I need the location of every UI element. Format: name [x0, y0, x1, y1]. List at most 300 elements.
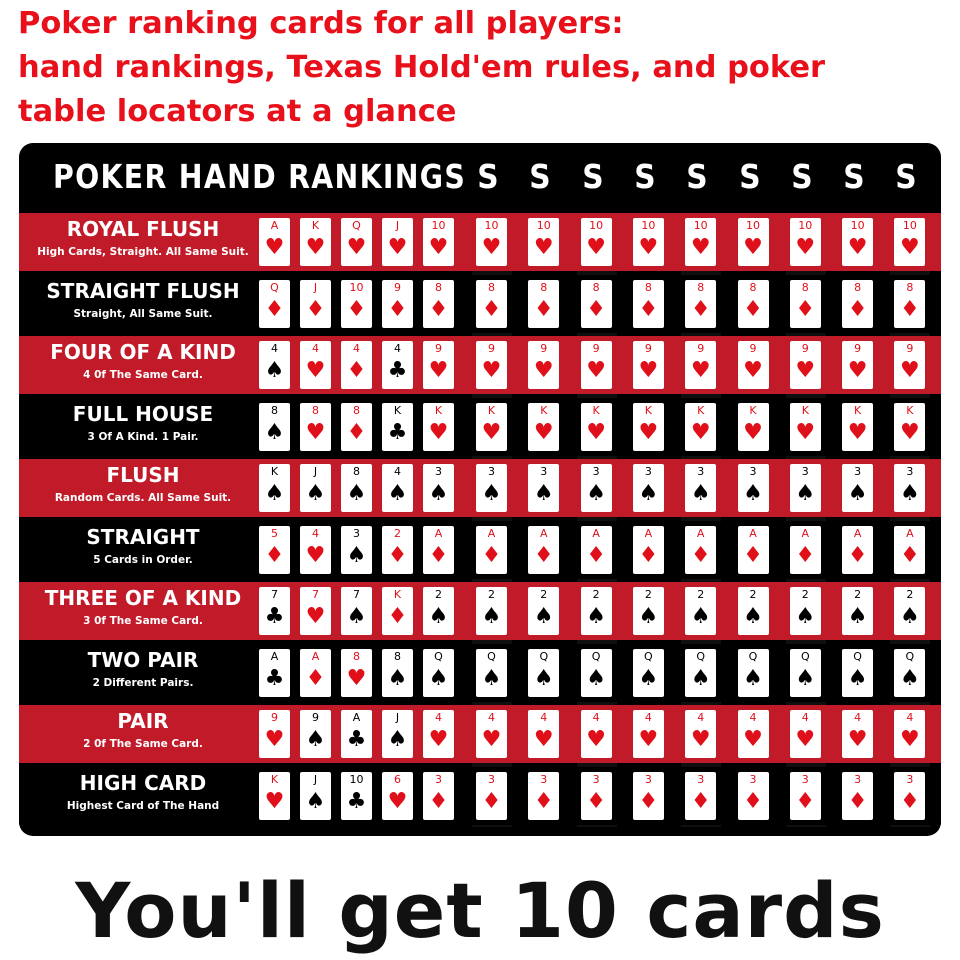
card-rank: A [906, 526, 914, 540]
card-rank: 2 [488, 588, 495, 601]
heart-suit-icon: ♥ [743, 419, 763, 445]
card-rank: 4 [540, 711, 548, 724]
playing-card [894, 526, 925, 574]
card-rank: A [487, 526, 496, 540]
card-rank: 10 [746, 219, 760, 232]
playing-card [423, 403, 454, 451]
card-rank: 3 [906, 772, 914, 786]
playing-card [790, 341, 821, 389]
playing-card [300, 280, 331, 328]
heart-suit-icon: ♥ [305, 419, 326, 445]
hand-name: PAIR [117, 709, 169, 733]
spade-suit-icon: ♠ [690, 604, 711, 629]
playing-card [528, 280, 559, 328]
club-suit-icon: ♣ [346, 727, 367, 752]
board-title: POKER HAND RANKINGS [53, 157, 467, 196]
card-rank: 2 [801, 588, 809, 601]
card-rank: 8 [394, 649, 401, 663]
playing-card [842, 649, 873, 697]
playing-card [633, 772, 664, 820]
playing-card [685, 772, 716, 820]
card-rank: 10 [693, 219, 708, 232]
card-rank: A [644, 526, 653, 540]
heart-suit-icon: ♥ [428, 419, 449, 445]
playing-card [476, 587, 507, 635]
playing-card [581, 280, 612, 328]
playing-card [476, 710, 507, 758]
playing-card [790, 403, 821, 451]
card-rank: 6 [394, 772, 401, 786]
card-rank: 9 [540, 342, 548, 355]
card-rank: 2 [394, 526, 401, 540]
playing-card [581, 526, 612, 574]
playing-card [842, 218, 873, 266]
card-rank: K [644, 403, 652, 417]
seat-marker: S [477, 157, 499, 196]
playing-card [738, 341, 769, 389]
diamond-suit-icon: ♦ [481, 542, 502, 568]
playing-card [738, 649, 769, 697]
card-rank: 2 [540, 588, 548, 601]
card-rank: 4 [312, 342, 319, 355]
card-rank: 2 [644, 588, 652, 601]
card-rank: K [697, 403, 705, 417]
heart-suit-icon: ♥ [638, 358, 659, 383]
card-rank: 9 [906, 342, 914, 355]
playing-card [581, 464, 612, 512]
playing-card [633, 587, 664, 635]
playing-card [476, 280, 507, 328]
playing-card [894, 218, 925, 266]
playing-card [842, 341, 873, 389]
playing-card [476, 649, 507, 697]
playing-card [259, 280, 290, 328]
card-rank: 10 [349, 280, 364, 294]
card-rank: Q [696, 649, 706, 663]
card-rank: 10 [902, 219, 917, 232]
heart-suit-icon: ♥ [743, 727, 763, 752]
spade-suit-icon: ♠ [305, 481, 326, 506]
card-rank: 4 [644, 711, 652, 724]
card-rank: K [434, 403, 443, 417]
card-rank: 10 [641, 219, 656, 232]
playing-card [528, 403, 559, 451]
spade-suit-icon: ♠ [586, 665, 606, 691]
card-rank: 3 [488, 465, 495, 478]
card-rank: 8 [271, 403, 278, 417]
diamond-suit-icon: ♦ [264, 542, 285, 568]
spade-suit-icon: ♠ [638, 481, 659, 506]
headline-line-3: table locators at a glance [18, 94, 457, 129]
card-rank: 10 [589, 219, 604, 232]
card-rank: 9 [312, 711, 319, 724]
card-rank: 3 [801, 772, 809, 786]
card-rank: 9 [644, 342, 652, 355]
playing-card [300, 772, 331, 820]
playing-card [581, 403, 612, 451]
card-rank: K [906, 403, 914, 417]
card-rank: 10 [349, 772, 364, 786]
playing-card [894, 710, 925, 758]
hand-name: STRAIGHT FLUSH [46, 278, 240, 303]
card-rank: 8 [540, 280, 548, 294]
spade-suit-icon: ♠ [305, 727, 326, 752]
card-rank: A [540, 526, 548, 540]
playing-card [528, 710, 559, 758]
card-rank: 4 [488, 711, 495, 724]
card-rank: K [311, 219, 320, 232]
spade-suit-icon: ♠ [900, 604, 920, 629]
heart-suit-icon: ♥ [481, 419, 502, 445]
spade-suit-icon: ♠ [533, 604, 554, 629]
playing-card [300, 218, 331, 266]
headline-line-2: hand rankings, Texas Hold'em rules, and poker [18, 50, 826, 85]
seat-marker: S [581, 157, 604, 196]
playing-card [894, 649, 925, 697]
club-suit-icon: ♣ [264, 604, 285, 629]
spade-suit-icon: ♠ [387, 481, 408, 506]
playing-card [894, 280, 925, 328]
card-rank: K [270, 772, 279, 786]
playing-card [894, 772, 925, 820]
playing-card [341, 587, 372, 635]
playing-card [476, 341, 507, 389]
playing-card [581, 341, 612, 389]
hand-description: 2 Different Pairs. [92, 676, 194, 689]
diamond-suit-icon: ♦ [481, 296, 502, 322]
card-rank: 8 [353, 649, 360, 663]
playing-card [300, 341, 331, 389]
spade-suit-icon: ♠ [387, 727, 408, 752]
spade-suit-icon: ♠ [481, 665, 502, 691]
playing-card [842, 772, 873, 820]
diamond-suit-icon: ♦ [305, 665, 326, 691]
playing-card [894, 341, 925, 389]
heart-suit-icon: ♥ [586, 235, 606, 260]
heart-suit-icon: ♥ [387, 788, 408, 814]
spade-suit-icon: ♠ [847, 665, 868, 691]
diamond-suit-icon: ♦ [743, 542, 763, 568]
card-rank: 3 [906, 465, 914, 478]
playing-card [685, 526, 716, 574]
playing-card [300, 526, 331, 574]
card-rank: 4 [271, 342, 278, 355]
playing-card [341, 772, 372, 820]
card-rank: A [592, 526, 600, 540]
playing-card [300, 587, 331, 635]
card-rank: 8 [353, 403, 360, 417]
card-rank: A [853, 526, 862, 540]
card-rank: 4 [801, 711, 809, 724]
playing-card [633, 464, 664, 512]
diamond-suit-icon: ♦ [428, 542, 449, 568]
heart-suit-icon: ♥ [690, 358, 711, 383]
hand-description: Random Cards. All Same Suit. [54, 492, 232, 504]
playing-card [423, 710, 454, 758]
diamond-suit-icon: ♦ [533, 542, 554, 568]
playing-card [259, 526, 290, 574]
hand-description: 5 Cards in Order. [93, 553, 193, 566]
hand-name: ROYAL FLUSH [66, 217, 220, 241]
card-rank: A [696, 526, 705, 540]
card-rank: 4 [697, 711, 705, 724]
playing-card [476, 772, 507, 820]
heart-suit-icon: ♥ [690, 727, 711, 752]
playing-card [382, 710, 413, 758]
hand-name: STRAIGHT [86, 524, 200, 549]
heart-suit-icon: ♥ [743, 235, 763, 260]
diamond-suit-icon: ♦ [346, 419, 367, 445]
playing-card [259, 649, 290, 697]
card-rank: A [270, 649, 279, 663]
playing-card [300, 649, 331, 697]
playing-card [633, 710, 664, 758]
playing-card [341, 280, 372, 328]
card-rank: Q [644, 649, 653, 663]
playing-card [685, 649, 716, 697]
card-rank: A [434, 526, 443, 540]
diamond-suit-icon: ♦ [795, 788, 816, 814]
playing-card [842, 280, 873, 328]
playing-card [738, 772, 769, 820]
heart-suit-icon: ♥ [428, 727, 449, 752]
playing-card [528, 649, 559, 697]
diamond-suit-icon: ♦ [690, 788, 711, 814]
playing-card [685, 587, 716, 635]
diamond-suit-icon: ♦ [533, 788, 554, 814]
card-rank: A [352, 711, 361, 724]
playing-card [259, 464, 290, 512]
playing-card [790, 710, 821, 758]
card-rank: J [395, 219, 400, 232]
card-rank: A [270, 219, 279, 232]
card-rank: Q [352, 219, 361, 232]
playing-card [528, 341, 559, 389]
heart-suit-icon: ♥ [428, 358, 449, 383]
card-rank: J [313, 465, 318, 478]
heart-suit-icon: ♥ [481, 235, 502, 260]
playing-card [738, 710, 769, 758]
playing-card [382, 526, 413, 574]
playing-card [476, 464, 507, 512]
card-rank: 8 [644, 280, 652, 294]
playing-card [894, 464, 925, 512]
footer-caption: You'll get 10 cards [75, 866, 885, 955]
card-rank: K [540, 403, 548, 417]
heart-suit-icon: ♥ [847, 235, 868, 260]
card-rank: Q [853, 649, 862, 663]
hand-name: THREE OF A KIND [44, 586, 242, 610]
playing-card [738, 280, 769, 328]
spade-suit-icon: ♠ [743, 665, 763, 691]
spade-suit-icon: ♠ [795, 481, 816, 506]
heart-suit-icon: ♥ [428, 235, 449, 260]
card-rank: 3 [644, 465, 652, 478]
card-rank: A [801, 526, 810, 540]
diamond-suit-icon: ♦ [264, 296, 285, 322]
heart-suit-icon: ♥ [264, 727, 285, 752]
heart-suit-icon: ♥ [900, 727, 920, 752]
card-rank: 3 [854, 772, 862, 786]
club-suit-icon: ♣ [387, 419, 408, 445]
spade-suit-icon: ♠ [847, 481, 868, 506]
heart-suit-icon: ♥ [690, 235, 711, 260]
playing-card [423, 649, 454, 697]
hand-name: FULL HOUSE [72, 401, 214, 426]
seat-marker: S [843, 157, 865, 196]
card-rank: J [395, 711, 400, 724]
playing-card [259, 341, 290, 389]
heart-suit-icon: ♥ [264, 788, 285, 814]
club-suit-icon: ♣ [264, 665, 285, 691]
playing-card [382, 341, 413, 389]
card-rank: 4 [854, 711, 862, 724]
card-rank: Q [591, 649, 601, 663]
playing-card [790, 526, 821, 574]
heart-suit-icon: ♥ [795, 419, 816, 445]
card-rank: 3 [540, 465, 548, 478]
hand-name: FLUSH [106, 463, 180, 487]
playing-card [528, 218, 559, 266]
heart-suit-icon: ♥ [346, 235, 367, 260]
playing-card [528, 587, 559, 635]
playing-card [341, 649, 372, 697]
playing-card [382, 587, 413, 635]
diamond-suit-icon: ♦ [533, 296, 554, 322]
diamond-suit-icon: ♦ [638, 542, 659, 568]
spade-suit-icon: ♠ [428, 604, 449, 629]
heart-suit-icon: ♥ [638, 419, 659, 445]
playing-card [382, 772, 413, 820]
hand-description: 3 0f The Same Card. [83, 615, 203, 627]
playing-card [341, 710, 372, 758]
card-rank: 4 [749, 711, 757, 724]
card-rank: 2 [749, 588, 757, 601]
card-rank: 3 [801, 465, 809, 478]
card-rank: 9 [592, 342, 600, 355]
playing-card [685, 218, 716, 266]
card-rank: K [487, 403, 496, 417]
heart-suit-icon: ♥ [690, 419, 711, 445]
card-rank: K [853, 403, 862, 417]
playing-card [382, 464, 413, 512]
playing-card [300, 464, 331, 512]
card-rank: 10 [850, 219, 865, 232]
hand-description: Straight, All Same Suit. [73, 307, 213, 320]
diamond-suit-icon: ♦ [481, 788, 502, 814]
playing-card [259, 772, 290, 820]
diamond-suit-icon: ♦ [690, 542, 711, 568]
playing-card [423, 587, 454, 635]
seat-marker: S [529, 157, 551, 196]
card-rank: 3 [644, 772, 652, 786]
diamond-suit-icon: ♦ [900, 542, 920, 568]
heart-suit-icon: ♥ [900, 419, 920, 445]
card-rank: 10 [536, 219, 551, 232]
diamond-suit-icon: ♦ [795, 296, 816, 322]
spade-suit-icon: ♠ [305, 788, 326, 814]
card-rank: 9 [749, 342, 757, 355]
card-rank: 8 [592, 280, 600, 294]
card-rank: 10 [798, 219, 813, 232]
card-rank: 7 [271, 588, 278, 601]
club-suit-icon: ♣ [387, 358, 408, 383]
card-rank: 8 [749, 280, 757, 294]
playing-card [341, 341, 372, 389]
card-rank: 3 [697, 772, 705, 786]
heart-suit-icon: ♥ [795, 235, 816, 260]
card-rank: 4 [435, 711, 442, 724]
playing-card [259, 403, 290, 451]
card-rank: 7 [312, 588, 319, 601]
card-rank: Q [539, 649, 549, 663]
playing-card [842, 710, 873, 758]
playing-card [894, 587, 925, 635]
playing-card [341, 403, 372, 451]
seat-marker: S [895, 157, 918, 196]
card-rank: A [749, 526, 757, 540]
card-rank: 8 [906, 280, 914, 294]
playing-card [528, 772, 559, 820]
seat-marker: S [791, 157, 813, 196]
playing-card [842, 587, 873, 635]
playing-card [790, 649, 821, 697]
playing-card [581, 772, 612, 820]
card-rank: 8 [488, 280, 495, 294]
card-rank: 9 [488, 342, 495, 355]
card-rank: 9 [697, 342, 705, 355]
hand-description: 2 0f The Same Card. [83, 738, 203, 750]
spade-suit-icon: ♠ [690, 481, 711, 506]
card-rank: Q [434, 649, 443, 663]
card-rank: 9 [435, 342, 442, 355]
playing-card [382, 403, 413, 451]
spade-suit-icon: ♠ [795, 604, 816, 629]
diamond-suit-icon: ♦ [900, 296, 920, 322]
playing-card [790, 280, 821, 328]
headline [18, 2, 948, 134]
club-suit-icon: ♣ [346, 788, 367, 814]
card-rank: 4 [312, 526, 319, 540]
heart-suit-icon: ♥ [481, 727, 502, 752]
playing-card [423, 526, 454, 574]
spade-suit-icon: ♠ [428, 481, 449, 506]
seat-marker: S [634, 157, 656, 196]
playing-card [738, 218, 769, 266]
card-rank: 2 [435, 588, 442, 601]
playing-card [259, 710, 290, 758]
playing-card [685, 403, 716, 451]
playing-card [581, 587, 612, 635]
diamond-suit-icon: ♦ [638, 296, 659, 322]
playing-card [738, 587, 769, 635]
card-rank: 4 [353, 342, 360, 355]
playing-card [528, 526, 559, 574]
playing-card [423, 772, 454, 820]
card-rank: 9 [271, 711, 278, 724]
diamond-suit-icon: ♦ [346, 358, 367, 383]
card-rank: 9 [854, 342, 862, 355]
card-rank: 10 [484, 219, 499, 232]
card-rank: 8 [353, 465, 360, 478]
card-rank: 8 [435, 280, 442, 294]
card-rank: 3 [540, 772, 548, 786]
card-rank: 3 [749, 465, 757, 478]
card-rank: K [393, 588, 402, 601]
card-rank: 8 [312, 403, 319, 417]
playing-card [476, 218, 507, 266]
card-rank: K [270, 465, 279, 478]
